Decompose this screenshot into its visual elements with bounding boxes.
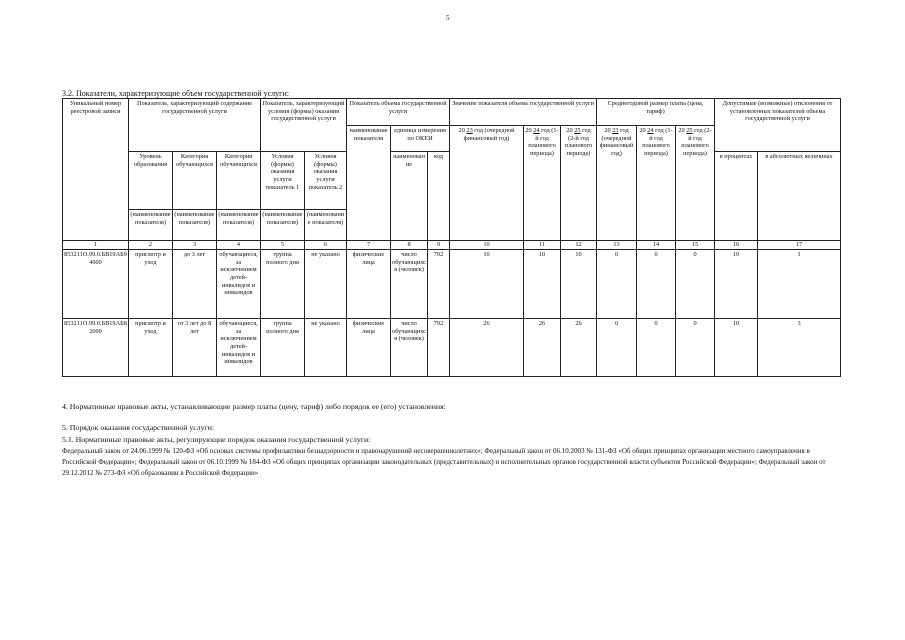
header-price-year-1: 20 23 год (очередной финансовый год) [597, 126, 637, 241]
header-value: Значение показателя объема государственной услуги [450, 99, 597, 126]
page-number: 5 [446, 14, 450, 22]
column-number: 10 [450, 241, 524, 250]
cell-value-3: 10 [561, 250, 597, 319]
header-volume-name: наименование показателя [347, 126, 391, 241]
cell-price-3: 0 [676, 319, 715, 377]
cell-age: до 3 лет [173, 250, 217, 319]
cell-okei: 792 [428, 250, 450, 319]
cell-indicator: физические лица [347, 250, 391, 319]
subheader-unit-code: код [428, 152, 450, 241]
cell-condition-2: не указано [305, 319, 347, 377]
subheader-category-2: Категория обучающихся [217, 152, 261, 210]
cell-condition-2: не указано [305, 250, 347, 319]
cell-unit: число обучающихся (человек) [391, 250, 428, 319]
column-number: 17 [758, 241, 841, 250]
header-registry: Уникальный номер реестровой записи [63, 99, 129, 241]
cell-form: группа полного дня [261, 319, 305, 377]
legal-acts-text: Федеральный закон от 24.06.1999 № 120-ФЗ «Об основах системы профилактики безнадзорности и правонарушений несовершеннолетних»; Федеральный закон от 06.10.2003 № 131-ФЗ «Об общих принципах организации местного самоуправления в Российской Федерации»; Федеральный закон от 06.10.1999 № 184-ФЗ «Об общих принципах организации законодательных (представительных) и исполнительных органов государственной власти субъектов Российской Федерации»; Федеральный закон от 29.12.2012 № 273-ФЗ «Об образовании в Российской Федерации» [62, 447, 826, 477]
subheader-condition-1: Условия (формы) оказания услуги показатель 1 [261, 152, 305, 210]
header-conditions: Показатель, характеризующий условия (формы) оказания государственной услуги [261, 99, 347, 152]
column-number: 4 [217, 241, 261, 250]
cell-price-1: 0 [597, 319, 637, 377]
cell-price-2: 0 [637, 250, 676, 319]
table-row [63, 250, 841, 319]
column-number: 3 [173, 241, 217, 250]
cell-price-2: 0 [637, 319, 676, 377]
column-number: 11 [524, 241, 561, 250]
column-number: 8 [391, 241, 428, 250]
indicator-name-label: (наименование показателя) [305, 210, 347, 241]
indicator-name-label: (наименование показателя) [217, 210, 261, 241]
cell-value-2: 10 [524, 250, 561, 319]
column-number: 14 [637, 241, 676, 250]
subheader-level: Уровень образования [129, 152, 173, 210]
column-number: 5 [261, 241, 305, 250]
cell-value-1: 26 [450, 319, 524, 377]
table-row [63, 319, 841, 377]
column-number: 6 [305, 241, 347, 250]
cell-price-1: 0 [597, 250, 637, 319]
indicator-name-label: (наименование показателя) [173, 210, 217, 241]
cell-unit: число обучающихся (человек) [391, 319, 428, 377]
header-volume: Показатель объема государственной услуги [347, 99, 450, 126]
section-title: 3.2. Показатели, характеризующие объем государственной услуги: [62, 89, 289, 98]
section-5-1-heading: 5.1. Нормативные правовые акты, регулирующие порядок оказания государственной услуги: [62, 435, 371, 444]
cell-value-3: 26 [561, 319, 597, 377]
column-number: 15 [676, 241, 715, 250]
column-number: 16 [715, 241, 758, 250]
cell-deviation-percent: 10 [715, 319, 758, 377]
cell-indicator: физические лица [347, 319, 391, 377]
cell-value-1: 10 [450, 250, 524, 319]
cell-okei: 792 [428, 319, 450, 377]
column-number: 7 [347, 241, 391, 250]
column-number: 13 [597, 241, 637, 250]
subheader-absolute: в абсолютных величинах [758, 152, 841, 241]
section-5-heading: 5. Порядок оказания государственной услуги: [62, 423, 215, 432]
subheader-unit-name: наименование [391, 152, 428, 241]
indicator-name-label: (наименование показателя) [129, 210, 173, 241]
subheader-percent: в процентах [715, 152, 758, 241]
column-number: 12 [561, 241, 597, 250]
cell-code: 853211О.99.0.БВ19АБ94000 [63, 250, 129, 319]
section-4-heading: 4. Нормативные правовые акты, устанавливающие размер платы (цену, тариф) либо порядок ее (его) установления: [62, 402, 446, 411]
header-deviation: Допустимые (возможные) отклонения от установленных показателей объема государственной услуги [715, 99, 841, 152]
header-price: Среднегодовой размер платы (цена, тариф) [597, 99, 715, 126]
volume-indicators-table [62, 98, 841, 377]
cell-deviation-absolute: 3 [758, 319, 841, 377]
cell-level: присмотр и уход [129, 250, 173, 319]
column-number: 9 [428, 241, 450, 250]
cell-deviation-absolute: 1 [758, 250, 841, 319]
cell-category: обучающиеся, за исключением детей-инвалидов и инвалидов [217, 319, 261, 377]
column-number: 1 [63, 241, 129, 250]
cell-deviation-percent: 10 [715, 250, 758, 319]
cell-code: 853211О.99.0.БВ19АБ82000 [63, 319, 129, 377]
subheader-category: Категория обучающихся [173, 152, 217, 210]
cell-price-3: 0 [676, 250, 715, 319]
header-price-year-2: 20 24 год (1-й год планового периода) [637, 126, 676, 241]
header-price-year-3: 20 25 год (2-й год планового периода) [676, 126, 715, 241]
cell-value-2: 26 [524, 319, 561, 377]
cell-age: от 3 лет до 8 лет [173, 319, 217, 377]
subheader-condition-2: Условия (формы) оказания услуги показатель 2 [305, 152, 347, 210]
header-year-3: 20 25 год (2-й год планового периода) [561, 126, 597, 241]
header-year-1: 20 23 год (очередной финансовый год) [450, 126, 524, 241]
header-content: Показатель, характеризующий содержание государственной услуги [129, 99, 261, 152]
column-number: 2 [129, 241, 173, 250]
cell-level: присмотр и уход [129, 319, 173, 377]
cell-category: обучающиеся, за исключением детей-инвалидов и инвалидов [217, 250, 261, 319]
header-volume-unit: единица измерения по ОКЕИ [391, 126, 450, 152]
indicator-name-label: (наименование показателя) [261, 210, 305, 241]
header-year-2: 20 24 год (1-й год планового периода) [524, 126, 561, 241]
cell-form: группа полного дня [261, 250, 305, 319]
